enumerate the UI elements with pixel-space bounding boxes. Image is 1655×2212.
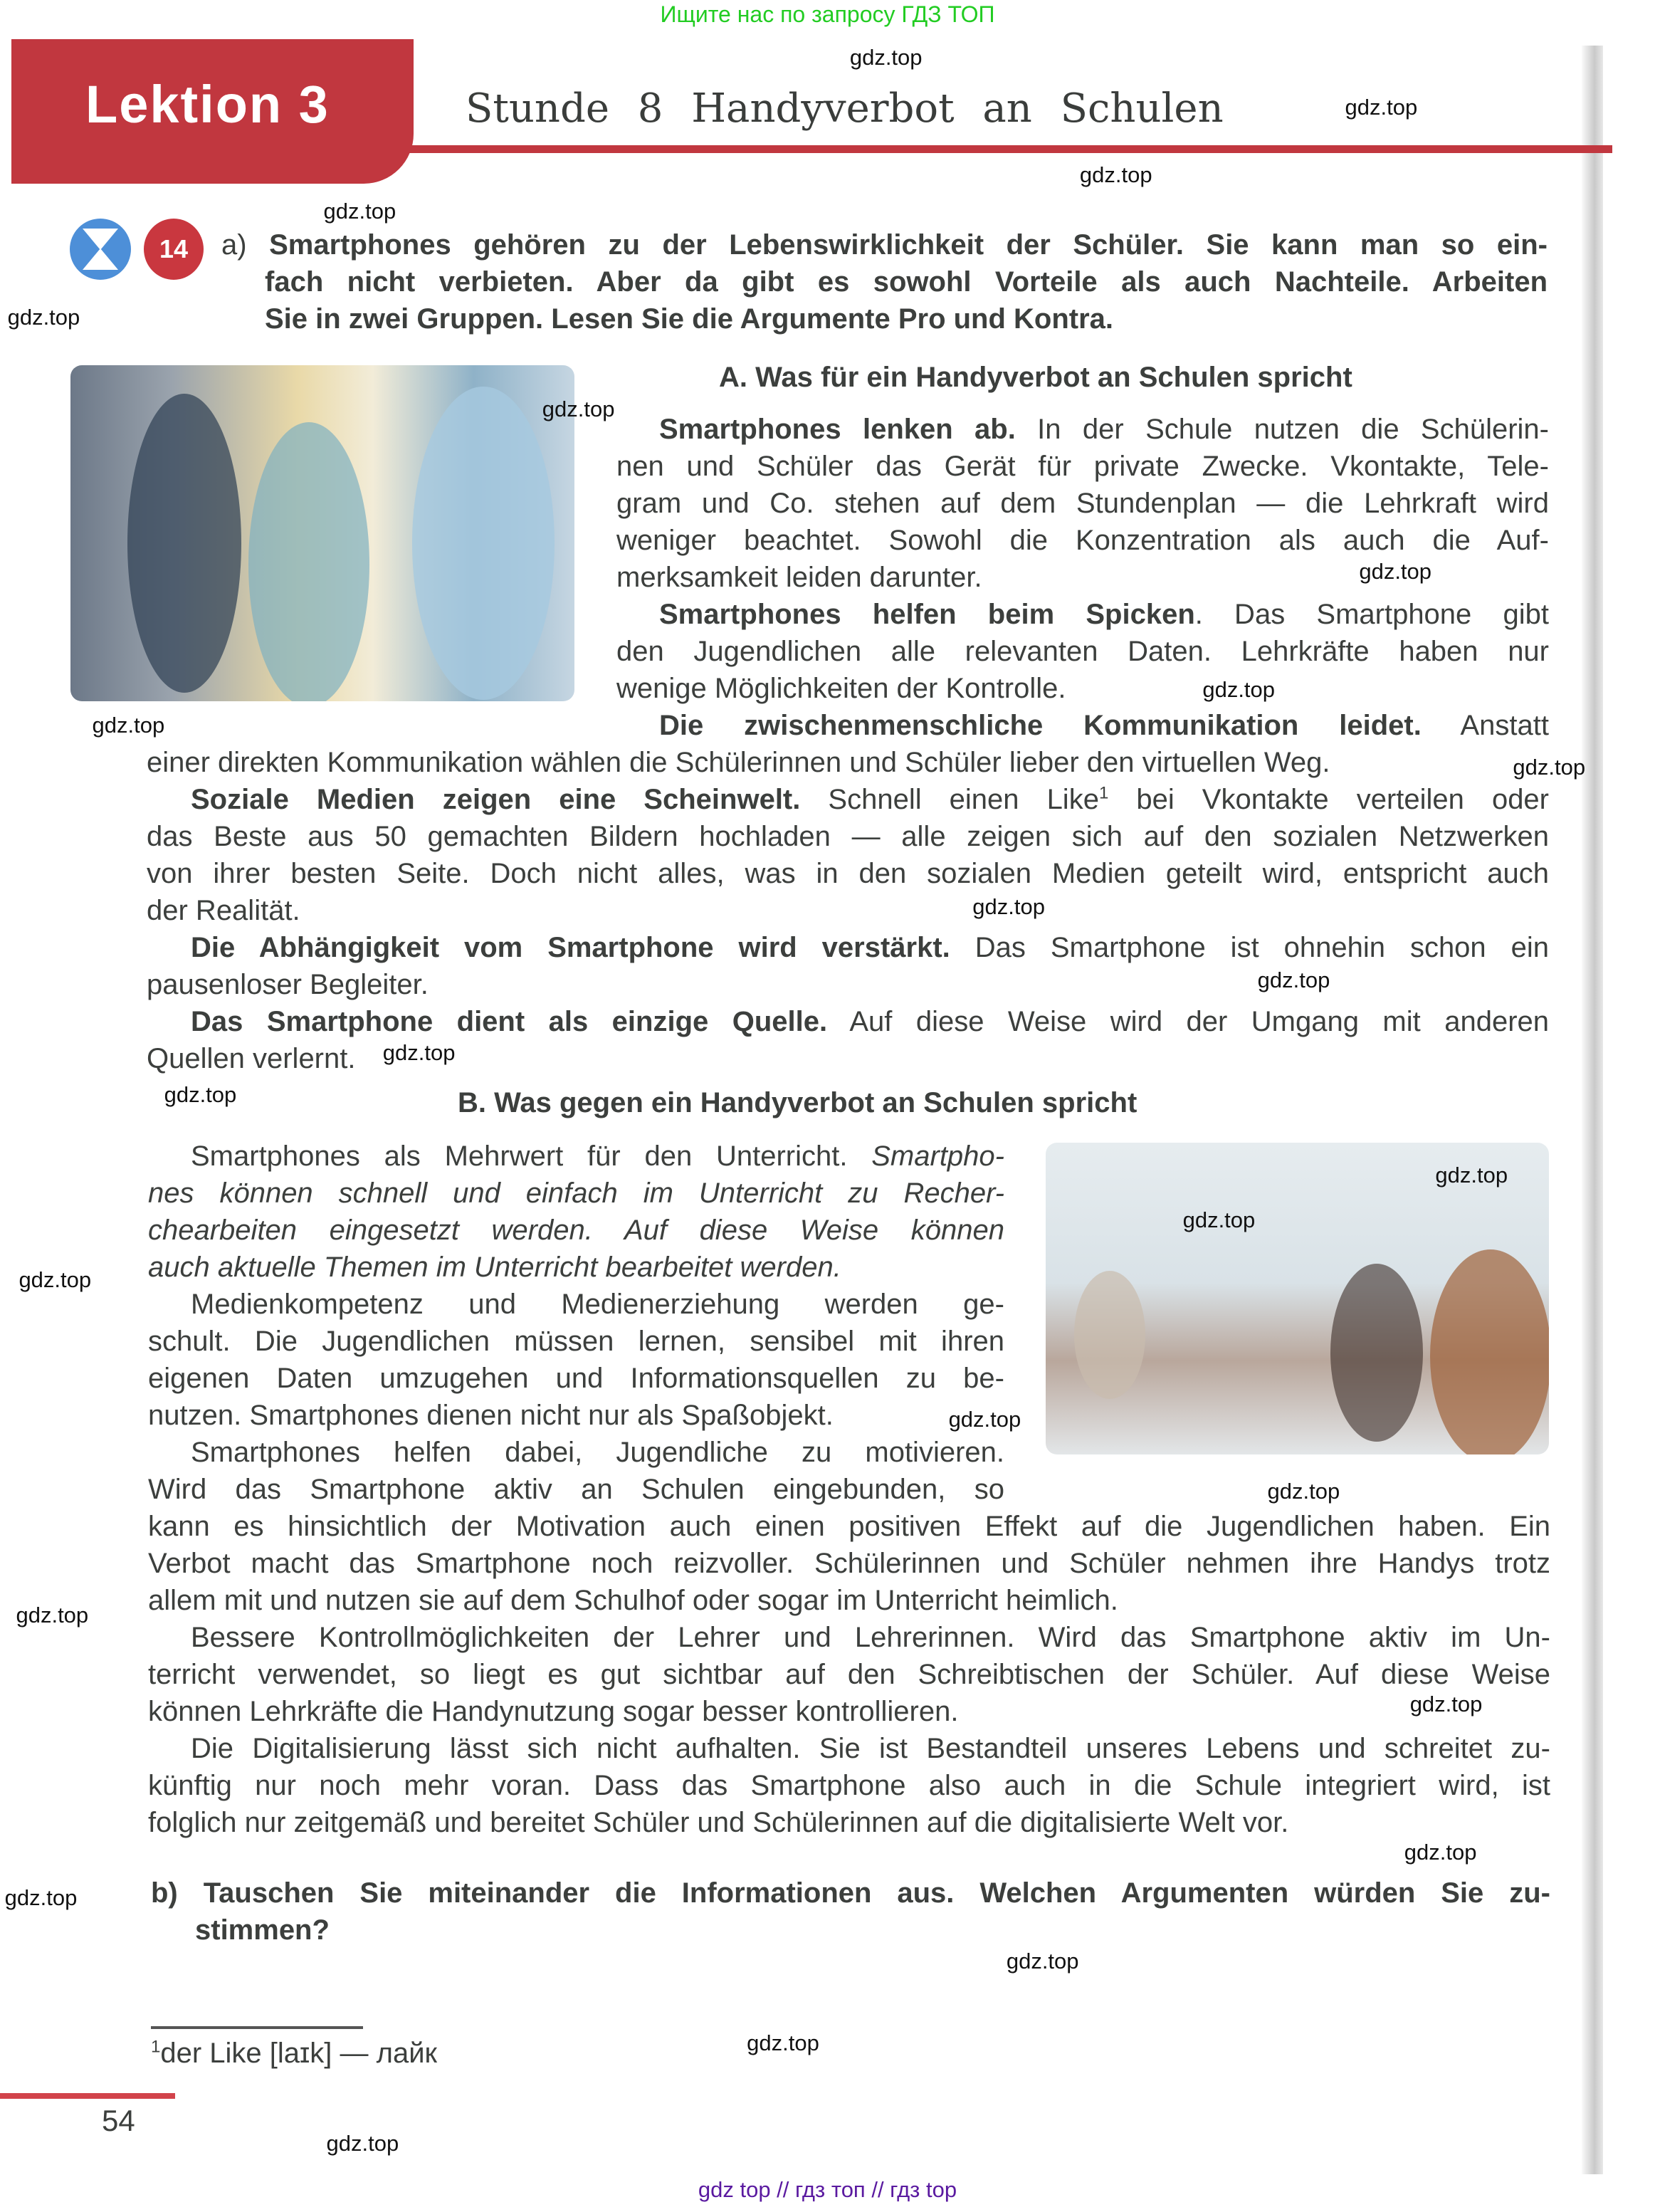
text: Smartphones helfen dabei, Jugendliche zu motivieren. xyxy=(191,1437,1004,1468)
watermark: gdz.top xyxy=(1202,677,1276,703)
footnote xyxy=(151,2038,437,2070)
watermark: gdz.top xyxy=(1404,1840,1477,1865)
italic-text: Smartpho- xyxy=(871,1141,1004,1172)
watermark: gdz.top xyxy=(972,894,1045,920)
text-line xyxy=(265,300,1548,337)
text: nutzen. Smartphones dienen nicht nur als Spaßobjekt. xyxy=(148,1400,834,1431)
watermark: gdz.top xyxy=(92,712,165,738)
text-line xyxy=(191,1286,1004,1323)
text: Anstatt xyxy=(1421,710,1549,741)
watermark: gdz.top xyxy=(7,304,80,330)
group-work-icon xyxy=(70,219,131,280)
text-line xyxy=(147,892,1549,929)
text-line xyxy=(195,1912,1550,1949)
text-line xyxy=(191,781,1549,818)
text: weniger beachtet. Sowohl die Konzentration als auch die Auf- xyxy=(616,525,1549,556)
text: Bessere Kontrollmöglichkeiten der Lehrer und Lehrerinnen. Wird das Smartphone aktiv im Un- xyxy=(191,1622,1550,1653)
footnote-reference: 1 xyxy=(1098,783,1109,803)
text-line xyxy=(147,818,1549,855)
text: In der Schule nutzen die Schülerin- xyxy=(1015,414,1549,445)
italic-text: nes können schnell und einfach im Unterricht zu Recher- xyxy=(148,1178,1004,1209)
text-line xyxy=(659,707,1549,744)
promo-banner-top: Ищите нас по запросу ГДЗ ТОП xyxy=(660,1,995,27)
text: eigenen Daten umzugehen und Informationsquellen zu be- xyxy=(148,1363,1004,1394)
page-number-bar xyxy=(0,2093,175,2099)
text: Schnell einen Like xyxy=(800,784,1099,815)
text: terricht verwendet, so liegt es gut sichtbar auf den Schreibtischen der Schüler. Auf diese Weise xyxy=(148,1659,1550,1690)
text-line xyxy=(148,1249,1004,1286)
text-line xyxy=(191,1434,1004,1471)
text: folglich nur zeitgemäß und bereitet Schüler und Schülerinnen auf die digitalisierte Welt vor. xyxy=(148,1807,1289,1838)
text: merksamkeit leiden darunter. xyxy=(616,562,982,593)
text: a) xyxy=(221,229,270,261)
bold-text: stimmen? xyxy=(195,1914,330,1946)
photo-students-hallway xyxy=(70,365,574,701)
bold-text: Soziale Medien zeigen eine Scheinwelt. xyxy=(191,784,801,815)
bold-text: Smartphones lenken ab. xyxy=(659,414,1016,445)
text-line xyxy=(148,1397,1004,1434)
watermark: gdz.top xyxy=(1006,1948,1079,1973)
text: pausenloser Begleiter. xyxy=(147,969,429,1000)
text-line xyxy=(148,1471,1004,1508)
text: Verbot macht das Smartphone noch reizvoller. Schülerinnen und Schüler nehmen ihre Handys trotz xyxy=(148,1548,1550,1579)
photo-figure xyxy=(1330,1264,1423,1442)
page-number: 54 xyxy=(102,2104,135,2137)
text: Das Smartphone ist ohnehin schon ein xyxy=(950,932,1550,963)
text-line xyxy=(616,448,1549,485)
text-line xyxy=(191,1138,1004,1175)
text: Die Digitalisierung lässt sich nicht aufhalten. Sie ist Bestandteil unseres Lebens und schreitet zu- xyxy=(191,1733,1550,1764)
watermark: gdz.top xyxy=(326,2130,399,2156)
text-line xyxy=(147,855,1549,892)
photo-figure xyxy=(248,422,369,701)
watermark: gdz.top xyxy=(382,1039,456,1065)
text-line xyxy=(147,744,1549,781)
text-line xyxy=(659,411,1549,448)
text-line xyxy=(148,1360,1004,1397)
promo-banner-bottom: gdz top // гдз топ // гдз top xyxy=(698,2177,957,2202)
text-line xyxy=(221,226,1548,263)
title-divider xyxy=(399,145,1612,153)
text: der Realität. xyxy=(147,895,300,926)
watermark: gdz.top xyxy=(747,2030,819,2055)
text: allem mit und nutzen sie auf dem Schulhof oder sogar im Unterricht heimlich. xyxy=(148,1585,1118,1616)
text: von ihrer besten Seite. Doch nicht alles, was in den sozialen Medien geteilt wird, entspricht auch xyxy=(147,858,1549,889)
bold-text: Smartphones gehören zu der Lebenswirklichkeit der Schüler. Sie kann man so ein- xyxy=(269,229,1548,261)
text: Smartphones als Mehrwert für den Unterricht. xyxy=(191,1141,872,1172)
lesson-label: Lektion 3 xyxy=(85,75,330,134)
text-line xyxy=(616,670,1549,707)
photo-figure xyxy=(412,387,555,700)
text-line xyxy=(147,966,1549,1003)
photo-figure xyxy=(127,394,241,693)
photo-classroom xyxy=(1046,1143,1549,1454)
text-line xyxy=(616,633,1549,670)
text: kann es hinsichtlich der Motivation auch einen positiven Effekt auf die Jugendlichen haben. Ein xyxy=(148,1511,1550,1542)
text-line xyxy=(148,1767,1550,1804)
watermark: gdz.top xyxy=(1345,94,1418,120)
watermark: gdz.top xyxy=(323,199,396,224)
bold-text: Sie in zwei Gruppen. Lesen Sie die Argumente Pro und Kontra. xyxy=(265,303,1114,335)
text-line xyxy=(148,1175,1004,1212)
watermark: gdz.top xyxy=(1257,968,1330,993)
text: Wird das Smartphone aktiv an Schulen eingebunden, so xyxy=(148,1474,1004,1505)
text: Medienkompetenz und Medienerziehung werden ge- xyxy=(191,1289,1004,1320)
text: Auf diese Weise wird der Umgang mit anderen xyxy=(827,1006,1550,1037)
italic-text: chearbeiten eingesetzt werden. Auf diese Weise können xyxy=(148,1215,1004,1246)
text-line xyxy=(191,1730,1550,1767)
watermark: gdz.top xyxy=(1409,1692,1483,1717)
text-line xyxy=(148,1804,1550,1841)
footnote-divider xyxy=(151,2026,363,2029)
text: Quellen verlernt. xyxy=(147,1043,356,1074)
bold-text: fach nicht verbieten. Aber da gibt es sowohl Vorteile als auch Nachteile. Arbeiten xyxy=(265,266,1548,298)
text-line xyxy=(148,1582,1550,1619)
watermark: gdz.top xyxy=(542,396,615,421)
text-line xyxy=(148,1656,1550,1693)
section-b-heading: B. Was gegen ein Handyverbot an Schulen spricht xyxy=(458,1087,1138,1118)
watermark: gdz.top xyxy=(1435,1163,1508,1188)
text: schult. Die Jugendlichen müssen lernen, sensibel mit ihren xyxy=(148,1326,1004,1357)
text-line xyxy=(191,929,1549,966)
watermark: gdz.top xyxy=(1267,1478,1340,1504)
watermark: gdz.top xyxy=(19,1267,92,1292)
text-line xyxy=(265,263,1548,300)
text-line xyxy=(148,1323,1004,1360)
watermark: gdz.top xyxy=(948,1406,1021,1432)
watermark: gdz.top xyxy=(849,45,923,70)
text-line xyxy=(151,1875,1550,1912)
text-line xyxy=(659,596,1549,633)
text: gram und Co. stehen auf dem Stundenplan — die Lehrkraft wird xyxy=(616,488,1549,519)
bold-text: b) Tauschen Sie miteinander die Informationen aus. Welchen Argumenten würden Sie zu- xyxy=(151,1877,1550,1909)
text-line xyxy=(148,1508,1550,1545)
text-line xyxy=(191,1003,1549,1040)
task-number-badge: 14 xyxy=(144,219,204,280)
bold-text: Die Abhängigkeit vom Smartphone wird verstärkt. xyxy=(191,932,950,963)
footnote-mark: 1 xyxy=(151,2037,161,2057)
text: nen und Schüler das Gerät für private Zwecke. Vkontakte, Tele- xyxy=(616,451,1549,482)
text: bei Vkontakte verteilen oder xyxy=(1108,784,1550,815)
bold-text: Smartphones helfen beim Spicken xyxy=(659,599,1195,630)
bold-text: Die zwischenmenschliche Kommunikation leidet. xyxy=(659,710,1422,741)
text-line xyxy=(616,522,1549,559)
watermark: gdz.top xyxy=(16,1603,89,1628)
watermark: gdz.top xyxy=(1079,162,1152,187)
section-a-heading: A. Was für ein Handyverbot an Schulen spricht xyxy=(719,362,1352,393)
text-line xyxy=(148,1693,1550,1730)
bold-text: Das Smartphone dient als einzige Quelle. xyxy=(191,1006,828,1037)
text-line xyxy=(616,485,1549,522)
text: den Jugendlichen alle relevanten Daten. Lehrkräfte haben nur xyxy=(616,636,1549,667)
text: das Beste aus 50 gemachten Bildern hochladen — alle zeigen sich auf den sozialen Netzwerken xyxy=(147,821,1549,852)
text-line xyxy=(147,1040,1549,1077)
text-line xyxy=(148,1212,1004,1249)
page-edge xyxy=(1582,46,1603,2174)
text: . Das Smartphone gibt xyxy=(1194,599,1549,630)
photo-figure xyxy=(1430,1249,1549,1454)
text-line xyxy=(148,1545,1550,1582)
text: können Lehrkräfte die Handynutzung sogar besser kontrollieren. xyxy=(148,1696,959,1727)
watermark: gdz.top xyxy=(164,1082,237,1108)
text: einer direkten Kommunikation wählen die Schülerinnen und Schüler lieber den virtuellen Weg. xyxy=(147,747,1330,778)
watermark: gdz.top xyxy=(1182,1207,1256,1233)
page-title: Stunde 8 Handyverbot an Schulen xyxy=(466,85,1224,132)
watermark: gdz.top xyxy=(1359,558,1432,584)
footnote-text: der Like [laɪk] — лайк xyxy=(160,2038,438,2069)
text: künftig nur noch mehr voran. Dass das Smartphone also auch in die Schule integriert wird, ist xyxy=(148,1770,1550,1801)
watermark: gdz.top xyxy=(4,1885,78,1910)
text-line xyxy=(191,1619,1550,1656)
text: wenige Möglichkeiten der Kontrolle. xyxy=(616,673,1066,704)
watermark: gdz.top xyxy=(1513,755,1586,780)
italic-text: auch aktuelle Themen im Unterricht bearbeitet werden. xyxy=(148,1252,841,1283)
photo-figure xyxy=(1074,1271,1145,1399)
